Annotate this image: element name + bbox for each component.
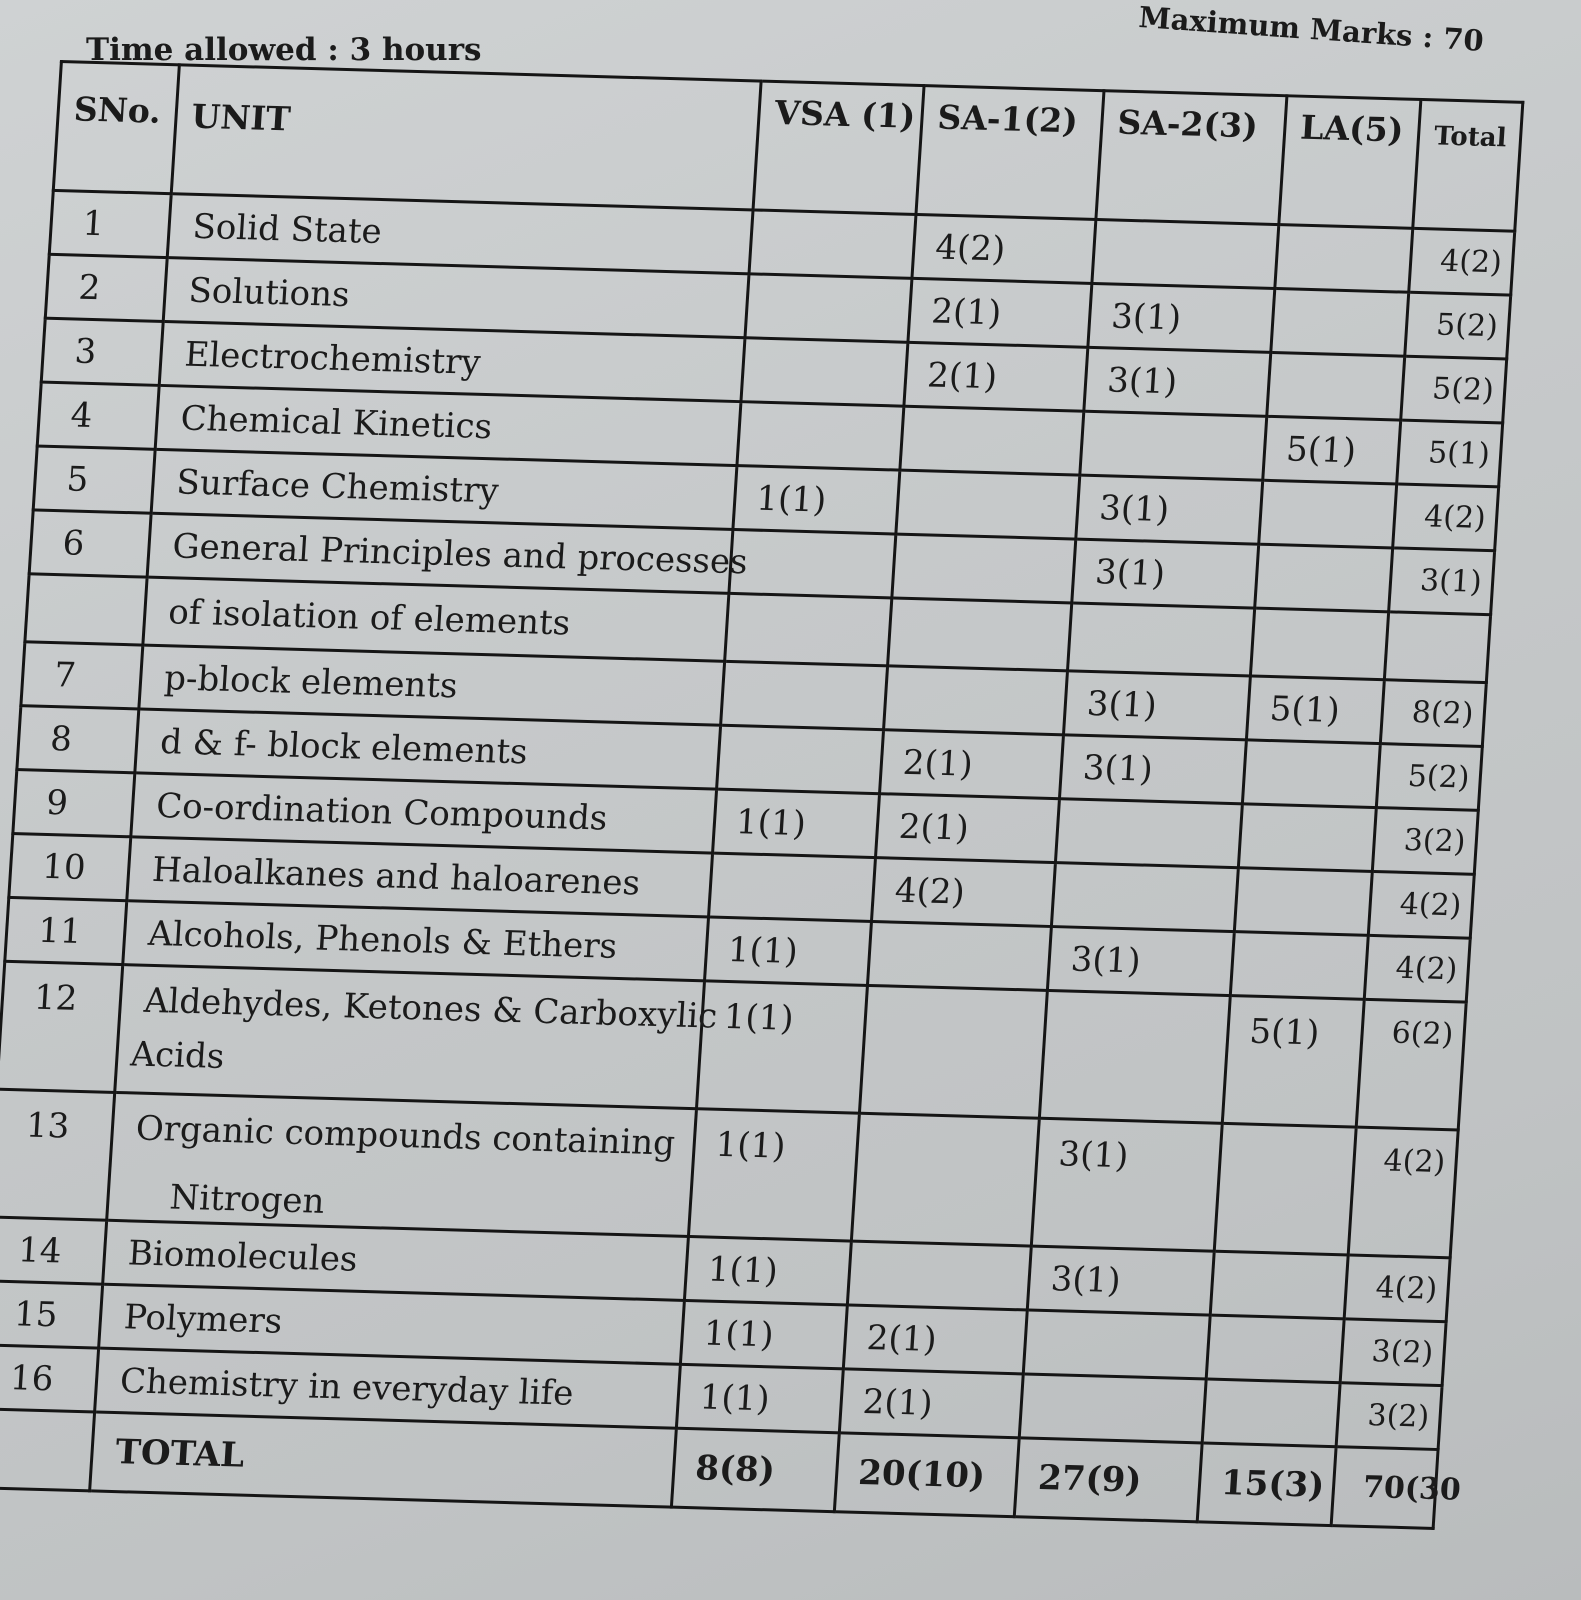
sa2-cell bbox=[1039, 990, 1230, 1123]
totals-sno-cell bbox=[0, 1409, 95, 1491]
sa2-cell: 3(1) bbox=[1088, 283, 1275, 352]
total-cell bbox=[1384, 612, 1490, 683]
sa2-cell: 3(1) bbox=[1076, 475, 1263, 544]
vsa-cell bbox=[717, 725, 884, 793]
sa1-cell: 2(1) bbox=[908, 278, 1092, 347]
sa2-cell bbox=[1055, 799, 1242, 868]
col-header-vsa: VSA (1) bbox=[753, 81, 924, 214]
la-cell bbox=[1202, 1379, 1340, 1447]
sa2-cell bbox=[1067, 603, 1254, 676]
la-cell bbox=[1275, 225, 1413, 293]
sa1-cell bbox=[867, 921, 1051, 990]
vsa-cell: 1(1) bbox=[705, 917, 872, 985]
totals-total: 70(30 bbox=[1331, 1447, 1438, 1529]
col-header-total: Total bbox=[1413, 100, 1523, 232]
sa1-cell bbox=[900, 406, 1084, 475]
sa2-cell: 3(1) bbox=[1047, 927, 1234, 996]
la-cell bbox=[1206, 1315, 1344, 1383]
sa1-cell bbox=[888, 598, 1072, 671]
vsa-cell bbox=[745, 274, 912, 342]
sa1-cell: 4(2) bbox=[871, 858, 1055, 927]
sa2-cell: 3(1) bbox=[1027, 1246, 1214, 1315]
total-cell: 5(2) bbox=[1376, 744, 1482, 811]
sa1-cell: 2(1) bbox=[876, 794, 1060, 863]
vsa-cell bbox=[721, 661, 888, 729]
unit-cell: Chemical Kinetics bbox=[155, 385, 741, 465]
unit-cell: Solutions bbox=[163, 258, 749, 338]
totals-sa2: 27(9) bbox=[1014, 1438, 1202, 1522]
la-cell: 5(1) bbox=[1263, 416, 1401, 484]
vsa-cell: 1(1) bbox=[676, 1364, 843, 1432]
unit-cell: Solid State bbox=[167, 194, 753, 274]
sa1-cell bbox=[859, 985, 1047, 1118]
vsa-cell bbox=[749, 210, 916, 278]
col-header-sno: SNo. bbox=[53, 62, 179, 194]
vsa-cell: 1(1) bbox=[680, 1300, 847, 1368]
total-cell: 6(2) bbox=[1356, 999, 1466, 1130]
sno-cell bbox=[25, 574, 147, 645]
sa2-cell bbox=[1051, 863, 1238, 932]
sa1-cell bbox=[847, 1241, 1031, 1310]
totals-la: 15(3) bbox=[1197, 1443, 1336, 1526]
sno-cell: 16 bbox=[0, 1345, 99, 1412]
sa2-cell: 3(1) bbox=[1059, 735, 1246, 804]
sa1-cell: 4(2) bbox=[912, 214, 1096, 283]
unit-cell: d & f- block elements bbox=[135, 709, 721, 789]
unit-cell bbox=[115, 965, 719, 1109]
sa1-cell bbox=[851, 1113, 1039, 1246]
sa1-cell: 2(1) bbox=[904, 342, 1088, 411]
la-cell bbox=[1242, 740, 1380, 808]
total-cell: 4(2) bbox=[1409, 228, 1515, 295]
col-header-sa2: SA-2(3) bbox=[1096, 91, 1287, 225]
unit-cell: General Principles and processes bbox=[147, 513, 733, 593]
unit-cell: Chemistry in everyday life bbox=[95, 1348, 681, 1428]
sa2-cell bbox=[1023, 1310, 1210, 1379]
sa2-cell: 3(1) bbox=[1031, 1118, 1222, 1251]
vsa-cell bbox=[729, 529, 896, 597]
unit-cell: Biomolecules bbox=[103, 1220, 689, 1300]
unit-cell: Co-ordination Compounds bbox=[131, 773, 717, 853]
unit-cell: p-block elements bbox=[139, 645, 725, 725]
unit-line-2: Acids bbox=[129, 1034, 226, 1077]
col-header-la: LA(5) bbox=[1279, 96, 1421, 229]
sno-cell: 6 bbox=[29, 510, 151, 577]
sa2-cell bbox=[1019, 1374, 1206, 1443]
vsa-cell: 1(1) bbox=[684, 1237, 851, 1305]
sno-cell: 3 bbox=[41, 318, 163, 385]
sno-cell: 14 bbox=[0, 1217, 107, 1284]
la-cell bbox=[1271, 289, 1409, 357]
la-cell bbox=[1230, 932, 1368, 1000]
total-cell: 5(2) bbox=[1401, 356, 1507, 423]
sa1-cell: 2(1) bbox=[839, 1369, 1023, 1438]
vsa-cell: 1(1) bbox=[688, 1109, 859, 1241]
la-cell: 5(1) bbox=[1222, 996, 1364, 1128]
la-cell bbox=[1210, 1251, 1348, 1319]
sno-cell: 15 bbox=[0, 1281, 103, 1348]
total-cell: 3(2) bbox=[1372, 808, 1478, 875]
vsa-cell: 1(1) bbox=[733, 466, 900, 534]
unit-cell bbox=[107, 1092, 697, 1236]
maximum-marks: Maximum Marks : 70 bbox=[1137, 0, 1485, 59]
sa1-cell bbox=[892, 534, 1076, 603]
vsa-cell bbox=[741, 338, 908, 406]
total-cell: 4(2) bbox=[1348, 1127, 1458, 1258]
la-cell bbox=[1267, 352, 1405, 420]
vsa-cell bbox=[737, 402, 904, 470]
unit-line-2: Nitrogen bbox=[168, 1177, 326, 1222]
la-cell bbox=[1250, 608, 1388, 680]
sa2-cell bbox=[1080, 411, 1267, 480]
vsa-cell: 1(1) bbox=[713, 789, 880, 857]
la-cell bbox=[1214, 1123, 1356, 1255]
total-cell: 4(2) bbox=[1368, 871, 1474, 938]
sno-cell: 2 bbox=[45, 254, 167, 321]
sno-cell: 8 bbox=[17, 706, 139, 773]
totals-vsa: 8(8) bbox=[671, 1428, 839, 1511]
sno-cell: 4 bbox=[37, 382, 159, 449]
total-cell: 5(2) bbox=[1405, 292, 1511, 359]
total-cell: 3(1) bbox=[1389, 548, 1495, 615]
unit-cell: Haloalkanes and haloarenes bbox=[127, 837, 713, 917]
blueprint-table-container bbox=[0, 60, 1521, 1530]
total-cell: 8(2) bbox=[1380, 680, 1486, 747]
sa1-cell: 2(1) bbox=[843, 1305, 1027, 1374]
unit-line-1: Aldehydes, Ketones & Carboxylic bbox=[142, 980, 719, 1037]
unit-line-1: Organic compounds containing bbox=[134, 1108, 677, 1164]
sa2-cell bbox=[1092, 219, 1279, 288]
vsa-cell: 1(1) bbox=[696, 981, 867, 1113]
la-cell bbox=[1259, 480, 1397, 548]
unit-cell: Surface Chemistry bbox=[151, 449, 737, 529]
total-cell: 5(1) bbox=[1397, 420, 1503, 487]
total-cell: 3(2) bbox=[1336, 1383, 1442, 1450]
sno-cell: 13 bbox=[0, 1089, 115, 1220]
sa2-cell: 3(1) bbox=[1084, 347, 1271, 416]
sno-cell: 9 bbox=[13, 770, 135, 837]
unit-cell: Electrochemistry bbox=[159, 321, 745, 401]
la-cell: 5(1) bbox=[1246, 676, 1384, 744]
vsa-cell bbox=[709, 853, 876, 921]
sa1-cell bbox=[884, 666, 1068, 735]
sno-cell: 11 bbox=[5, 897, 127, 964]
time-allowed: Time allowed : 3 hours bbox=[86, 32, 482, 68]
sno-cell: 12 bbox=[0, 961, 123, 1092]
col-header-unit: UNIT bbox=[171, 65, 761, 210]
totals-label: TOTAL bbox=[90, 1412, 677, 1507]
sa1-cell: 2(1) bbox=[880, 730, 1064, 799]
total-cell: 4(2) bbox=[1393, 484, 1499, 551]
sno-cell: 7 bbox=[21, 642, 143, 709]
totals-sa1: 20(10) bbox=[834, 1433, 1019, 1517]
marks-distribution-table bbox=[0, 60, 1524, 1530]
sno-cell: 1 bbox=[49, 190, 171, 257]
total-cell: 3(2) bbox=[1340, 1319, 1446, 1386]
unit-cell: of isolation of elements bbox=[143, 577, 729, 661]
sa2-cell: 3(1) bbox=[1063, 671, 1250, 740]
sno-cell: 10 bbox=[9, 833, 131, 900]
total-cell: 4(2) bbox=[1364, 935, 1470, 1002]
unit-cell: Alcohols, Phenols & Ethers bbox=[123, 901, 709, 981]
sa1-cell bbox=[896, 470, 1080, 539]
unit-cell: Polymers bbox=[99, 1284, 685, 1364]
col-header-sa1: SA-1(2) bbox=[916, 86, 1104, 220]
la-cell bbox=[1255, 544, 1393, 612]
total-cell: 4(2) bbox=[1344, 1255, 1450, 1322]
sno-cell: 5 bbox=[33, 446, 155, 513]
vsa-cell bbox=[725, 593, 892, 665]
sa2-cell: 3(1) bbox=[1072, 539, 1259, 608]
la-cell bbox=[1238, 804, 1376, 872]
la-cell bbox=[1234, 868, 1372, 936]
